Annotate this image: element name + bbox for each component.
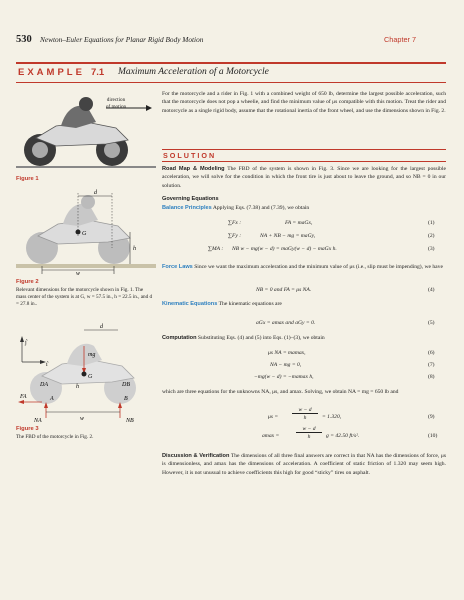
fig3-label-DB: DB	[122, 382, 130, 388]
page-number: 530	[16, 34, 32, 45]
eq8-number: (8)	[428, 374, 435, 380]
fig3-label-mg: mg	[88, 352, 96, 358]
eq7-number: (7)	[428, 362, 435, 368]
eq10-number: (10)	[428, 433, 438, 439]
figure-2-text: Relevant dimensions for the motorcycle shown in Fig. 1. The mass center of the system is at G, w = 57.5 in., h = 22.5 in., and d = 27.8 in..	[16, 287, 153, 308]
kinematic-text: The kinematic equations are	[218, 301, 282, 307]
eq4-number: (4)	[428, 287, 435, 293]
fig3-label-d: d	[100, 324, 103, 330]
eq6-number: (6)	[428, 350, 435, 356]
fig3-label-DA: DA	[40, 382, 48, 388]
fig3-label-i: ı̂	[46, 362, 48, 368]
fig2-label-h: h	[133, 246, 136, 252]
figure-3-fbd	[16, 322, 156, 424]
eq8: −mg(w − d) = −mamax h,	[254, 374, 314, 380]
eq3-rhs: NB w − mg(w − d) = maGy(w − d) − maGx h.	[232, 246, 337, 252]
eq5: aGx = amax and aGy = 0.	[256, 320, 316, 326]
road-map-text: The FBD of the system is shown in Fig. 3. Since we are looking for the largest possible acceleration, we will solve for the condition in which the front tire is just about to leave the ground, and so NB = 0 in our solution.	[162, 166, 446, 189]
balance-text: Applying Eqs. (7.38) and (7.39), we obtain	[212, 205, 310, 211]
force-laws-text: Since we want the maximum acceleration and the minimum value of μs (i.e., slip must be impending), we have	[194, 264, 443, 270]
eq3-number: (3)	[428, 246, 435, 252]
eq4: NB = 0 and FA = μs NA.	[256, 287, 312, 293]
eq9-numerator: w − d	[292, 407, 318, 414]
example-number: 7.1	[91, 67, 105, 78]
computation-heading: Computation	[162, 335, 197, 341]
figure-2-dimensions	[16, 188, 156, 276]
eq9-number: (9)	[428, 414, 435, 420]
force-laws-heading: Force Laws	[162, 264, 193, 270]
fig3-label-j: ȷ̂	[25, 340, 27, 346]
figure-3-caption: Figure 3	[16, 426, 39, 432]
eq10-lhs: amax =	[262, 433, 280, 439]
fig3-label-B: B	[124, 396, 128, 402]
figure-3-text: The FBD of the motorcycle in Fig. 2.	[16, 434, 94, 440]
discussion-paragraph	[162, 452, 446, 477]
balance-heading: Balance Principles	[162, 205, 212, 211]
force-laws-paragraph	[162, 263, 446, 271]
fig3-label-w: w	[80, 416, 85, 422]
running-title: Newton–Euler Equations for Planar Rigid Body Motion	[40, 35, 204, 44]
direction-label-1: direction	[106, 97, 126, 103]
intro-paragraph: For the motorcycle and a rider in Fig. 1 with a combined weight of 650 lb, determine the largest possible acceleration, such that the motorcycle does not pop a wheelie, and find the minimum value of μs compatible with this motion. Treat the rider and motorcycle as a single rigid body, assume that the rotational inertia of the front wheel, and use the dimensions shown in Fig. 2.	[162, 91, 446, 114]
fig3-label-h: h	[76, 384, 79, 390]
eq1-lhs: ∑Fx :	[228, 220, 242, 226]
figure-1-caption: Figure 1	[16, 176, 39, 182]
eq10-denominator: h	[307, 434, 311, 440]
eq1-number: (1)	[428, 220, 435, 226]
direction-label-2: of motion	[105, 104, 127, 110]
computation-paragraph	[162, 334, 446, 342]
example-label: EXAMPLE	[18, 67, 85, 78]
eq9-denominator: h	[303, 415, 307, 421]
governing-heading: Governing Equations	[162, 196, 219, 202]
eq9-rhs: = 1.320,	[322, 414, 342, 420]
fig3-label-NA: NA	[34, 418, 42, 424]
eq3-lhs: ∑MA :	[208, 246, 224, 252]
solution-rule-bottom	[162, 161, 446, 162]
eq2-rhs: NA + NB − mg = maGy,	[260, 233, 316, 239]
balance-paragraph	[162, 204, 446, 212]
eq10-numerator: w − d	[296, 426, 322, 433]
chapter-label: Chapter 7	[384, 35, 417, 44]
fig2-label-G: G	[82, 231, 87, 237]
fig3-label-A: A	[50, 396, 54, 402]
road-map-paragraph	[162, 165, 446, 190]
road-map-heading: Road Map & Modeling	[162, 166, 225, 172]
fig3-label-NB: NB	[126, 418, 134, 424]
example-title: Maximum Acceleration of a Motorcycle	[118, 67, 269, 77]
computation-text: Substituting Eqs. (4) and (5) into Eqs. (1)–(3), we obtain	[197, 335, 325, 341]
eq1-rhs: FA = maGx,	[285, 220, 313, 226]
fig2-label-d: d	[94, 190, 97, 196]
fig3-label-G: G	[88, 374, 93, 380]
discussion-text: The dimensions of all three final answers are correct in that NA has the dimensions of force, μs is dimensionless, and amax has the dimensions of acceleration. A coefficient of static friction of 1.320 may seem high. However, it is not unusual to achieve coefficients this high for good “sticky” tires on asphalt.	[162, 453, 446, 476]
eq7: NA − mg = 0,	[270, 362, 302, 368]
example-rule-bottom	[16, 82, 446, 83]
eq5-number: (5)	[428, 320, 435, 326]
fig2-label-w: w	[76, 271, 81, 276]
solution-label: SOLUTION	[163, 151, 217, 160]
eq6: μs NA = mamax,	[268, 350, 306, 356]
eq10-rhs: g = 42.50 ft/s².	[326, 433, 360, 439]
fig3-label-FA: FA	[20, 394, 27, 400]
eq2-lhs: ∑Fy :	[228, 233, 242, 239]
example-rule-top	[16, 62, 446, 64]
kinematic-heading: Kinematic Equations	[162, 301, 218, 307]
eq9-lhs: μs =	[268, 414, 279, 420]
computation-text-2: which are three equations for the unknowns NA, μs, and amax. Solving, we obtain NA = mg = 650 lb and	[162, 389, 399, 395]
eq2-number: (2)	[428, 233, 435, 239]
discussion-heading: Discussion & Verification	[162, 453, 230, 459]
solution-rule-top	[162, 149, 446, 150]
kinematic-paragraph	[162, 300, 446, 308]
figure-2-caption: Figure 2	[16, 279, 39, 285]
